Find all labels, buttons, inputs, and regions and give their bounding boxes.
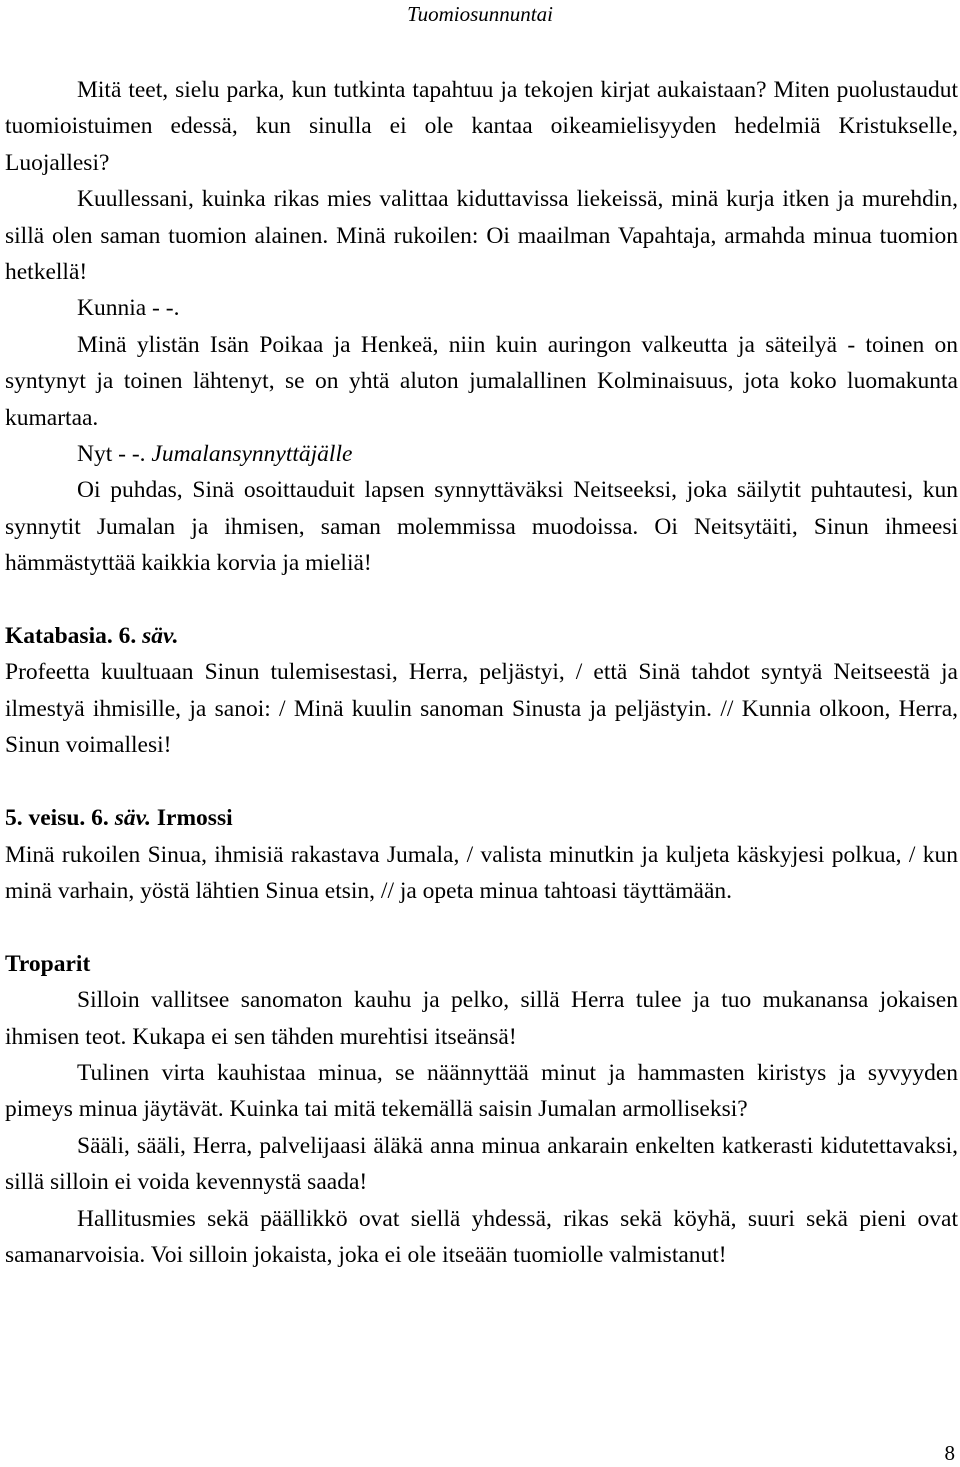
nyt-prefix: Nyt - -. (77, 441, 152, 468)
tropari-1: Silloin vallitsee sanomaton kauhu ja pelko, sillä Herra tulee ja tuo mukanansa jokaisen ihmisen teot. Kukapa ei sen tähden murehtisi itseänsä! (5, 987, 958, 1050)
troparit-heading: Troparit (5, 950, 91, 977)
veisu-heading-tone: säv. (114, 805, 152, 832)
paragraph-nyt-jumalansynnyttajalle (5, 436, 958, 472)
katabasia-text: Profeetta kuultuaan Sinun tulemisestasi, Herra, peljästyi, / että Sinä tahdot syntyä Neitseestä ja ilmestyä ihmisille, ja sanoi: / Minä kuulin sanoman Sinusta ja peljästyin. // Kunnia olkoon, Herra, Sinun voimallesi! (5, 659, 958, 759)
veisu-heading-irmossi: Irmossi (151, 805, 233, 832)
veisu-heading-text: 5. veisu. 6. (5, 805, 115, 832)
veisu-heading (5, 800, 958, 836)
document-body (5, 72, 958, 1273)
jumalansynnyttajalle-label: Jumalansynnyttäjälle (151, 441, 353, 468)
page-number: 8 (944, 1441, 955, 1465)
paragraph-sielu-parka: Mitä teet, sielu parka, kun tutkinta tapahtuu ja tekojen kirjat aukaistaan? Miten puolustaudut tuomioistuimen edessä, kun sinulla ei ole kantaa oikeamielisyyden hedelmiä Kristukselle, Luojallesi? (5, 77, 958, 176)
tropari-2: Tulinen virta kauhistaa minua, se näännyttää minut ja hammasten kiristys ja syvyyden pimeys minua jäytävät. Kuinka tai mitä tekemällä saisin Jumalan armolliseksi? (5, 1059, 958, 1123)
running-header: Tuomiosunnuntai (407, 2, 553, 26)
katabasia-heading-tone: säv. (142, 623, 179, 650)
katabasia-heading-text: Katabasia. 6. (5, 623, 143, 650)
paragraph-rikas-mies: Kuullessani, kuinka rikas mies valittaa kiduttavissa liekeissä, minä kurja itken ja murehdin, sillä olen saman tuomion alainen. Minä rukoilen: Oi maailman Vapahtaja, armahda minua tuomion hetkellä! (5, 186, 958, 286)
katabasia-heading (5, 618, 958, 654)
tropari-3: Sääli, sääli, Herra, palvelijaasi äläkä anna minua ankarain enkelten katkerasti kidutettavaksi, sillä silloin ei voida kevennystä saada! (5, 1132, 958, 1196)
paragraph-kunnia: Kunnia - -. (77, 295, 180, 322)
paragraph-neitsytaiti: Oi puhdas, Sinä osoittauduit lapsen synnyttäväksi Neitseeksi, joka säilytit puhtautesi, kun synnytit Jumalan ja ihmisen, saman molemmissa muodoissa. Oi Neitsytäiti, Sinun ihmeesi hämmästyttää kaikkia korvia ja mieliä! (5, 477, 958, 577)
section-spacer (5, 582, 958, 618)
tropari-4: Hallitusmies sekä päällikkö ovat siellä yhdessä, rikas sekä köyhä, suuri sekä pieni ovat samanarvoisia. Voi silloin jokaista, joka ei ole itseään tuomiolle valmistanut! (5, 1205, 958, 1268)
section-spacer (5, 909, 958, 945)
irmossi-text: Minä rukoilen Sinua, ihmisiä rakastava Jumala, / valista minutkin ja kuljeta käskyjesi polkua, / kun minä varhain, yöstä lähtien Sinua etsin, // ja opeta minua tahtoasi täyttämään. (5, 841, 958, 904)
paragraph-kolminaisuus: Minä ylistän Isän Poikaa ja Henkeä, niin kuin auringon valkeutta ja säteilyä - toinen on syntynyt ja toinen lähtenyt, se on yhtä aluton jumalallinen Kolminaisuus, jota koko luomakunta kumartaa. (5, 331, 958, 431)
section-spacer (5, 764, 958, 800)
